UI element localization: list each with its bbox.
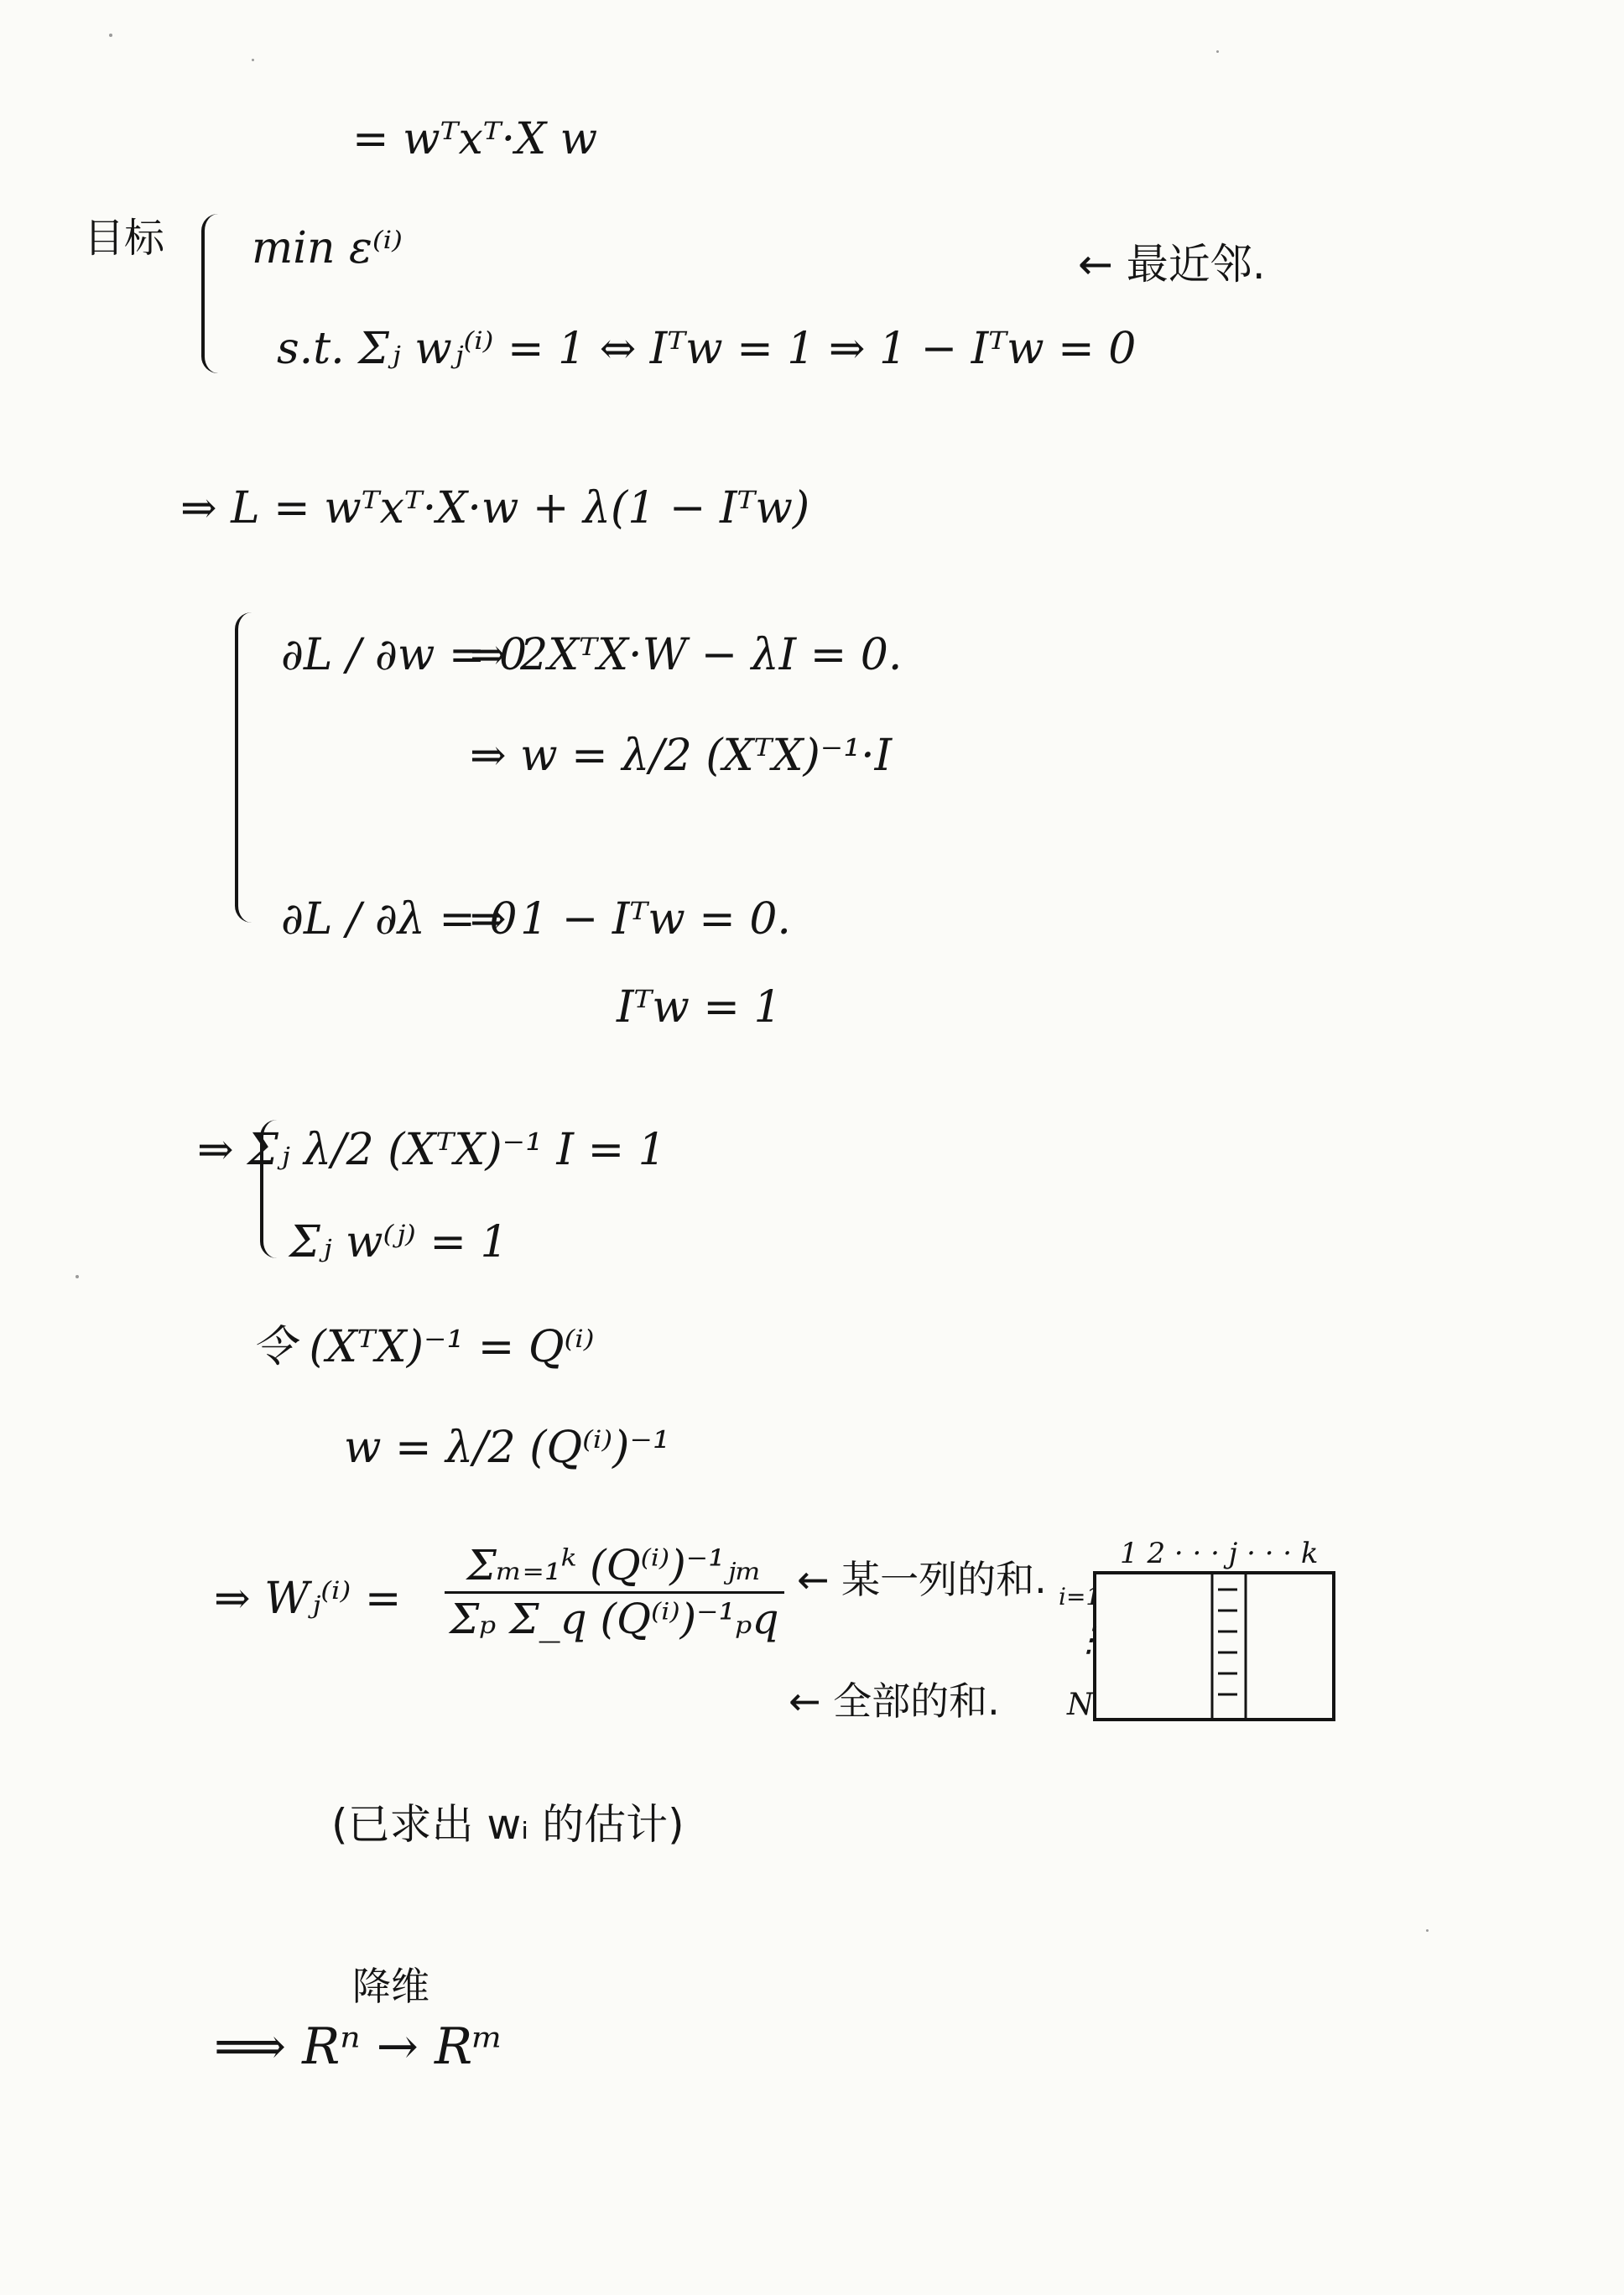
reduce-label: 降维 bbox=[352, 1964, 429, 2009]
estimate-note: (已求出 wᵢ 的估计) bbox=[331, 1800, 684, 1849]
matrix-col-labels: 1 2 · · · j · · · k bbox=[1120, 1537, 1319, 1570]
weight-numerator: Σₘ₌₁ᵏ (Q⁽ⁱ⁾)⁻¹ⱼₘ bbox=[466, 1541, 763, 1590]
matrix-sketch bbox=[1090, 1569, 1342, 1728]
paper-speck bbox=[1216, 50, 1219, 53]
matrix-row-bottom: N bbox=[1067, 1688, 1094, 1722]
dL-dw: ∂L / ∂w = 0 bbox=[281, 630, 528, 680]
goal-label: 目标 bbox=[84, 215, 165, 262]
reduce-arrow: ⟹ Rⁿ → Rᵐ bbox=[214, 2017, 503, 2076]
dL-dlambda-result: ⇒ 1 − Iᵀw = 0. bbox=[470, 894, 791, 945]
objective-min: min ε⁽ⁱ⁾ bbox=[252, 223, 403, 273]
paper-speck bbox=[1426, 1929, 1429, 1932]
numerator-note: ← 某一列的和. bbox=[797, 1557, 1047, 1602]
dL-dw-result: ⇒ 2XᵀX·W − λI = 0. bbox=[470, 630, 903, 680]
paper-speck bbox=[75, 1275, 79, 1278]
system-line-2: Σⱼ w⁽ʲ⁾ = 1 bbox=[289, 1217, 508, 1267]
w-in-q: w = λ/2 (Q⁽ⁱ⁾)⁻¹ bbox=[344, 1423, 670, 1473]
weight-denominator: Σₚ Σ_q (Q⁽ⁱ⁾)⁻¹ₚq bbox=[450, 1594, 779, 1643]
weight-lhs: ⇒ Wⱼ⁽ⁱ⁾ = bbox=[214, 1574, 402, 1624]
dL-dlambda: ∂L / ∂λ = 0 bbox=[281, 894, 518, 945]
lagrangian: ⇒ L = wᵀxᵀ·X·w + λ(1 − Iᵀw) bbox=[180, 483, 810, 533]
constraint-line: s.t. Σⱼ wⱼ⁽ⁱ⁾ = 1 ⇔ Iᵀw = 1 ⇒ 1 − Iᵀw = 0 bbox=[277, 324, 1137, 374]
matrix-row-top: i=1 bbox=[1059, 1583, 1101, 1611]
nearest-neighbor-note: ← 最近邻. bbox=[1078, 240, 1266, 289]
weight-fraction bbox=[445, 1543, 784, 1641]
derivative-brace bbox=[235, 612, 263, 923]
denominator-note: ← 全部的和. bbox=[789, 1678, 1000, 1724]
constraint-equation: Iᵀw = 1 bbox=[617, 982, 782, 1033]
matrix-row-dots: ⋮ bbox=[1072, 1621, 1106, 1659]
system-brace bbox=[260, 1120, 284, 1258]
goal-brace bbox=[201, 214, 228, 373]
w-solution: ⇒ w = λ/2 (XᵀX)⁻¹·I bbox=[470, 731, 893, 781]
system-line-1: ⇒ Σⱼ λ/2 (XᵀX)⁻¹ I = 1 bbox=[197, 1125, 666, 1175]
fraction-bar bbox=[445, 1591, 784, 1594]
equation-line-1: = wᵀxᵀ·X w bbox=[352, 114, 598, 164]
paper-speck bbox=[109, 34, 112, 37]
paper-speck bbox=[252, 59, 254, 61]
define-q: 令 (XᵀX)⁻¹ = Q⁽ⁱ⁾ bbox=[252, 1322, 595, 1372]
